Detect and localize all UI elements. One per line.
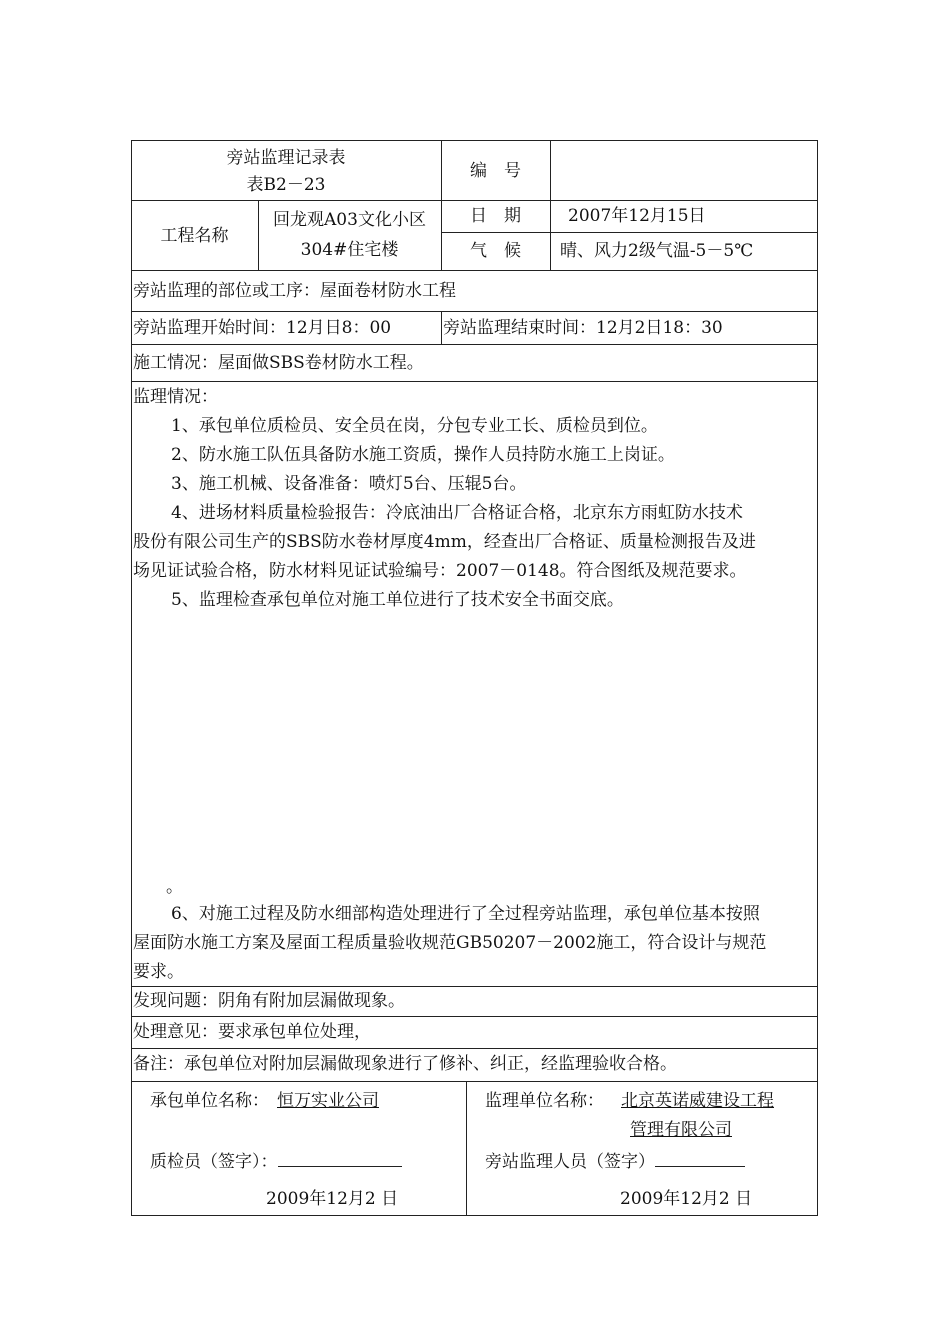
number-label: 编 号 [470,161,521,181]
inspector-label: 质检员（签字）： [150,1152,278,1172]
table-line [131,381,817,382]
construction-status: 施工情况：屋面做SBS卷材防水工程。 [133,353,424,373]
contractor-label: 承包单位名称： [150,1091,269,1111]
table-line [131,270,817,271]
supervisor-person-label: 旁站监理人员（签字） [485,1152,655,1172]
supervision-item-3: 3、施工机械、设备准备：喷灯5台、压辊5台。 [171,474,527,494]
project-name-label: 工程名称 [160,226,229,246]
supervisor-person-field [485,1150,745,1171]
date-label: 日 期 [470,206,521,226]
table-line [466,1081,467,1216]
table-line [131,1215,817,1216]
handling-opinion: 处理意见：要求承包单位处理， [133,1022,371,1042]
table-line [131,344,817,345]
issues-found: 发现问题：阴角有附加层漏做现象。 [133,991,405,1011]
supervisor-label: 监理单位名称： [485,1091,604,1111]
supervision-item-6-line1: 6、对施工过程及防水细部构造处理进行了全过程旁站监理，承包单位基本按照 [171,904,760,924]
form-title: 旁站监理记录表 [226,148,346,168]
supervision-item-4-line1: 4、进场材料质量检验报告：冷底油出厂合格证合格，北京东方雨虹防水技术 [171,503,743,523]
supervision-dot: 。 [166,877,183,897]
supervision-item-6-line2: 屋面防水施工方案及屋面工程质量验收规范GB50207－2002施工，符合设计与规范 [133,933,767,953]
form-code: 表B2－23 [246,175,326,195]
supervision-item-6-line3: 要求。 [133,962,184,982]
remark: 备注：承包单位对附加层漏做现象进行了修补、纠正，经监理验收合格。 [133,1054,677,1074]
supervisor-name-line2: 管理有限公司 [630,1120,732,1140]
weather-value: 晴、风力2级气温-5－5℃ [560,241,754,261]
supervision-item-4-line2: 股份有限公司生产的SBS防水卷材厚度4mm，经查出厂合格证、质量检测报告及进 [133,532,756,552]
table-line [131,140,132,1216]
inspector-signature-line [278,1150,402,1167]
table-line [441,311,442,345]
table-line [817,140,818,1216]
start-time: 旁站监理开始时间：12月日8：00 [133,318,392,338]
table-line [258,200,259,271]
date-value: 2007年12月15日 [568,206,706,226]
contractor-name-field [150,1093,417,1110]
table-line [131,200,817,201]
table-line [131,1081,817,1082]
table-line [131,986,817,987]
inspector-signature-field [150,1150,402,1171]
table-line [131,1016,817,1017]
supervision-item-1: 1、承包单位质检员、安全员在岗，分包专业工长、质检员到位。 [171,416,658,436]
table-line [131,140,817,141]
end-time: 旁站监理结束时间：12月2日18：30 [443,318,723,338]
supervision-item-2: 2、防水施工队伍具备防水施工资质，操作人员持防水施工上岗证。 [171,445,675,465]
supervision-item-4-line3: 场见证试验合格，防水材料见证试验编号：2007－0148。符合图纸及规范要求。 [133,561,747,581]
table-line [131,1048,817,1049]
supervisor-signature-line [655,1150,745,1167]
project-name-line2: 304#住宅楼 [300,240,399,260]
supervisor-date: 2009年12月2 日 [620,1189,753,1209]
contractor-name: 恒万实业公司 [277,1091,379,1111]
weather-label: 气 候 [470,241,521,261]
table-line [550,140,551,271]
project-name-line1: 回龙观A03文化小区 [273,210,426,230]
contractor-date: 2009年12月2 日 [266,1189,399,1209]
supervision-item-5: 5、监理检查承包单位对施工单位进行了技术安全书面交底。 [171,590,624,610]
supervisor-name-line1: 北京英诺威建设工程 [621,1091,774,1111]
table-line [131,311,817,312]
supervision-part: 旁站监理的部位或工序：屋面卷材防水工程 [133,281,456,301]
table-line [441,232,817,233]
supervision-heading: 监理情况： [133,387,218,407]
